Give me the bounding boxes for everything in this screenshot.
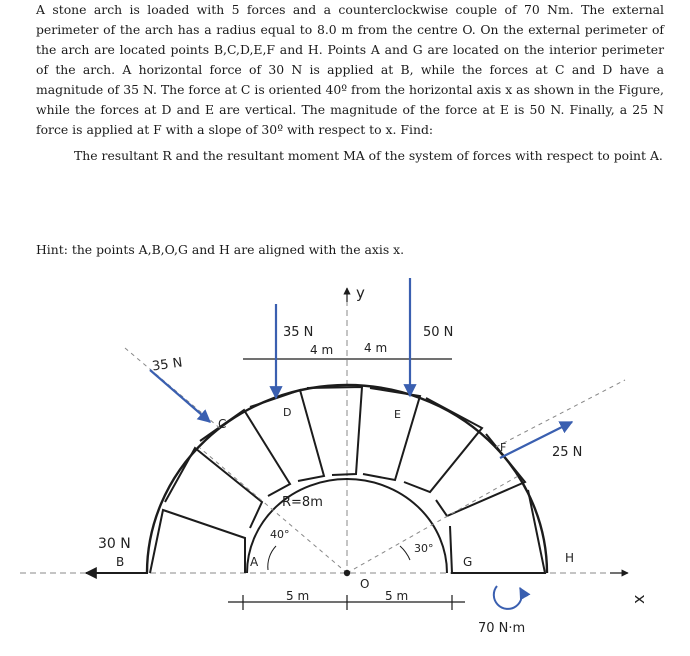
angle-30-arc	[400, 546, 410, 560]
point-O-marker	[344, 570, 350, 576]
angle-40-label: 40°	[270, 528, 290, 541]
dim-left-top: 4 m	[310, 343, 334, 357]
point-D-label: D	[283, 406, 292, 419]
arch-figure	[0, 270, 690, 656]
point-G-label: G	[463, 555, 473, 569]
angle-40-arc	[268, 546, 276, 570]
force-B-label: 30 N	[98, 536, 131, 552]
radius-label: R=8m	[282, 495, 323, 510]
problem-statement: A stone arch is loaded with 5 forces and a counterclockwise couple of 70 Nm. The external perimeter of the arch has a radius equal to 8.0 m from the centre O. On the external perimeter of the arch are located points B,C,D,E,F and H. Points A and G are located on the interior perimeter of the arch. A horizontal force of 30 N is applied at B, while the forces at C and D have a magnitude of 35 N. The force at C is oriented 40º from the horizontal axis x as shown in the Figure, while the forces at D and E are vertical. The magnitude of the force at E is 50 N. Finally, a 25 N force is applied at F with a slope of 30º with respect to x. Find:	[36, 2, 664, 137]
hint-text: Hint: the points A,B,O,G and H are aligned with the axis x.	[36, 242, 405, 257]
point-A-label: A	[250, 555, 259, 569]
angle-40-guide	[200, 448, 347, 573]
force-F-line-of-action	[496, 380, 625, 447]
dim-right-bottom: 5 m	[385, 589, 409, 603]
y-axis-label: y	[356, 284, 365, 302]
angle-30-label: 30°	[414, 542, 434, 555]
angle-30-guide	[347, 475, 520, 573]
couple-label: 70 N·m	[478, 621, 526, 636]
question-text: The resultant R and the resultant moment MA of the system of forces with respect to point A.	[74, 148, 663, 163]
point-B-label: B	[116, 555, 125, 569]
force-C-label: 35 N	[151, 355, 184, 375]
dim-right-top: 4 m	[364, 341, 388, 355]
force-F-label: 25 N	[552, 445, 583, 460]
dim-left-bottom: 5 m	[286, 589, 310, 603]
force-C-arrow	[150, 370, 210, 422]
point-O-label: O	[360, 577, 370, 591]
couple-arrow	[494, 586, 522, 609]
force-E-label: 50 N	[423, 325, 454, 340]
x-axis-label: x	[629, 594, 648, 604]
point-H-label: H	[565, 551, 575, 565]
point-C-label: C	[218, 417, 227, 431]
point-E-label: E	[394, 408, 401, 421]
point-F-label: F	[500, 441, 507, 454]
force-D-label: 35 N	[283, 325, 314, 340]
